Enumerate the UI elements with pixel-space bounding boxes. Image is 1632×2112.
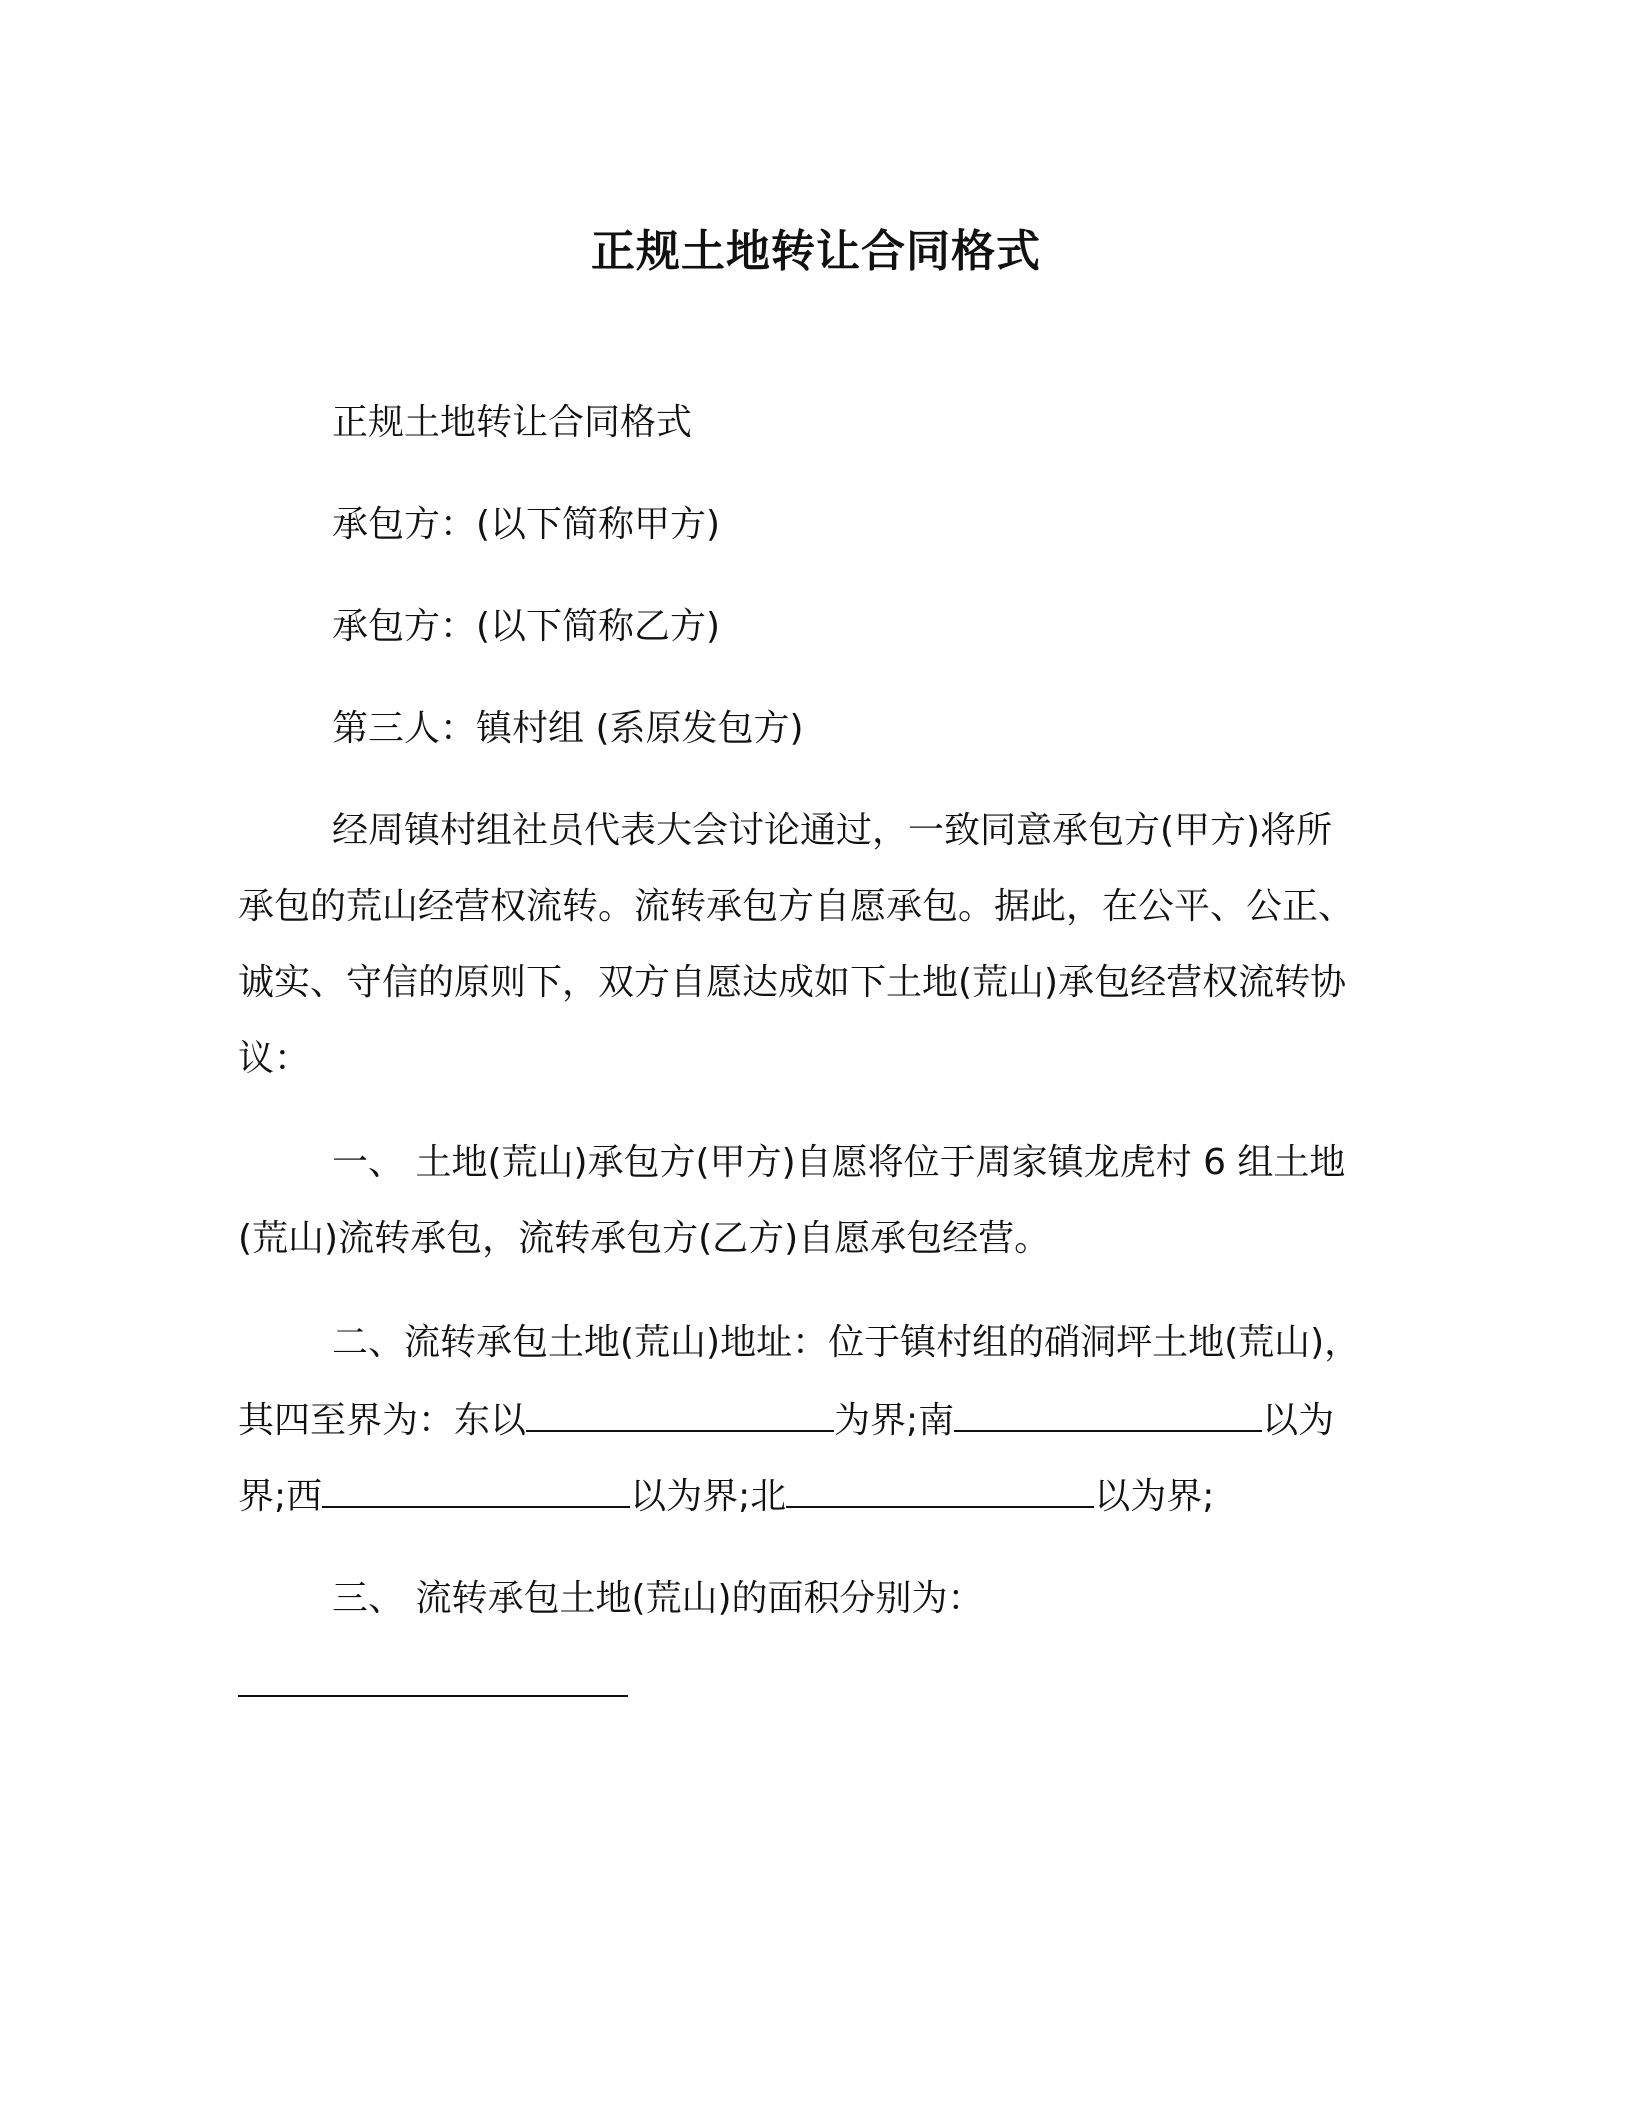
clause2-east-label: 其四至界为：东以 <box>238 1400 527 1441</box>
party-b-line: 承包方：(以下简称乙方) <box>332 606 721 647</box>
clause2-line-3 <box>238 1470 1214 1522</box>
clause2-line-1: 二、流转承包土地(荒山)地址：位于镇村组的硝洞坪土地(荒山)， <box>332 1322 1361 1363</box>
clause3-line: 三、 流转承包土地(荒山)的面积分别为： <box>332 1578 984 1619</box>
intro-line-3: 诚实、守信的原则下，双方自愿达成如下土地(荒山)承包经营权流转协 <box>238 962 1347 1003</box>
clause2-south-label: 为界;南 <box>834 1400 955 1441</box>
clause2-west-label: 界;西 <box>238 1476 323 1517</box>
clause2-line-2 <box>238 1394 1334 1446</box>
document-subtitle: 正规土地转让合同格式 <box>332 402 693 443</box>
clause2-north-label: 以为界;北 <box>630 1476 787 1517</box>
intro-line-4: 议： <box>238 1038 311 1079</box>
intro-line-1: 经周镇村组社员代表大会讨论通过，一致同意承包方(甲方)将所 <box>332 810 1333 851</box>
area-blank-line <box>238 1695 628 1697</box>
document-title: 正规土地转让合同格式 <box>591 226 1041 277</box>
clause2-north-suffix: 以为界; <box>1094 1476 1215 1517</box>
west-boundary-blank <box>322 1470 630 1508</box>
south-boundary-blank <box>954 1394 1262 1432</box>
intro-line-2: 承包的荒山经营权流转。流转承包方自愿承包。据此，在公平、公正、 <box>238 886 1355 927</box>
clause1-line-2: (荒山)流转承包，流转承包方(乙方)自愿承包经营。 <box>238 1218 1051 1259</box>
clause1-line-1: 一、 土地(荒山)承包方(甲方)自愿将位于周家镇龙虎村 6 组土地 <box>332 1142 1346 1183</box>
north-boundary-blank <box>786 1470 1094 1508</box>
party-a-line: 承包方：(以下简称甲方) <box>332 504 721 545</box>
third-party-line: 第三人：镇村组 (系原发包方) <box>332 708 804 749</box>
clause2-south-suffix: 以为 <box>1262 1400 1335 1441</box>
east-boundary-blank <box>526 1394 834 1432</box>
